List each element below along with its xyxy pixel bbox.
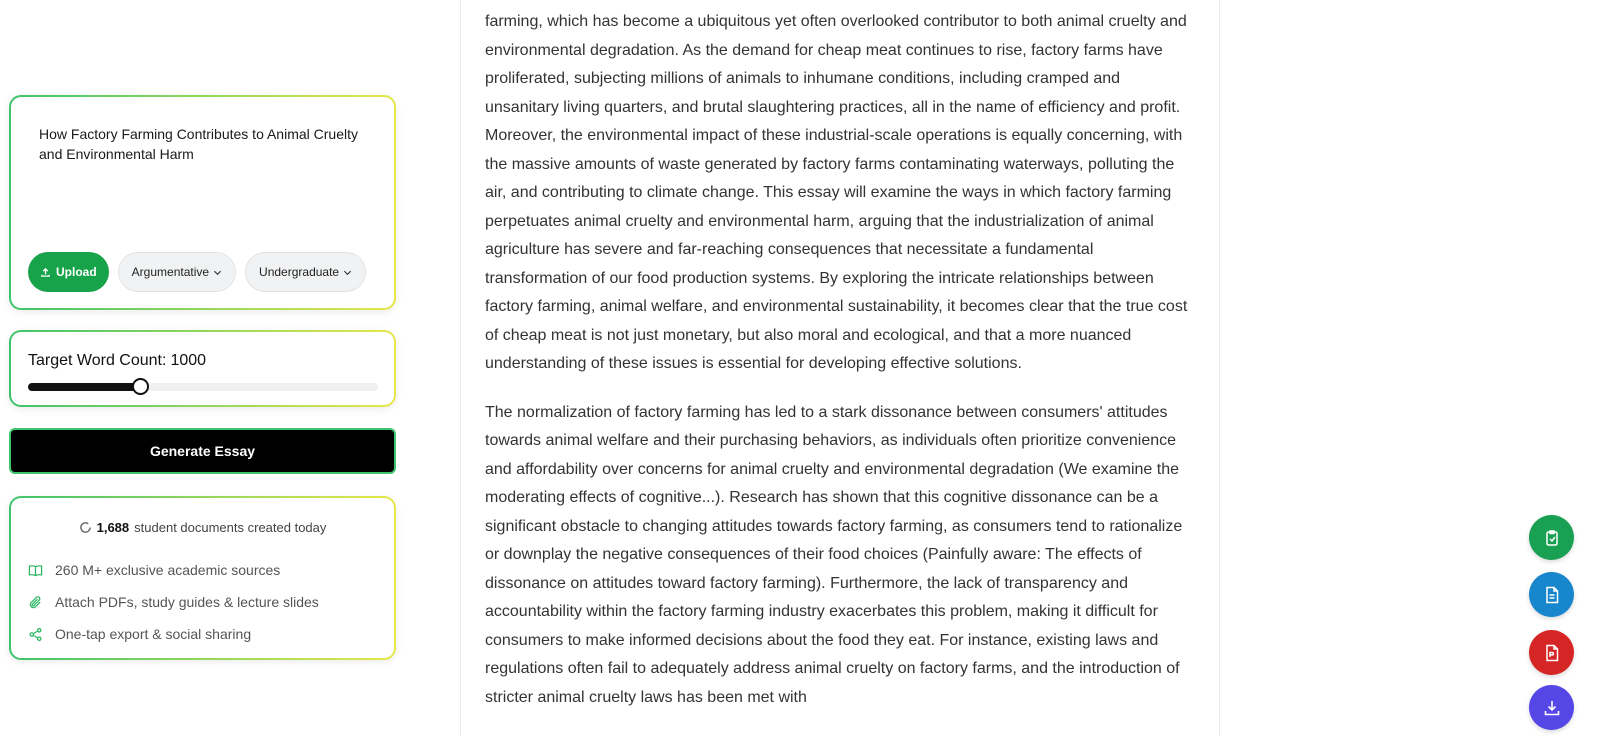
upload-button[interactable]: [28, 252, 109, 292]
options-row: [28, 252, 366, 292]
slider-fill: [28, 383, 140, 391]
share-icon: [28, 627, 43, 642]
feature-item: [28, 594, 319, 610]
feature-label: 260 M+ exclusive academic sources: [55, 562, 281, 578]
download-button[interactable]: [1529, 685, 1574, 730]
documents-count-value: 1,688: [96, 520, 130, 535]
slider-thumb[interactable]: [132, 378, 149, 395]
feature-item: [28, 562, 280, 578]
chevron-down-icon: [213, 268, 222, 277]
essay-panel: [460, 0, 1220, 736]
feature-label: One-tap export & social sharing: [55, 626, 252, 642]
essay-paragraph: The normalization of factory farming has led to a stark dissonance between consumers' attitudes towards animal welfare and their purchasing behaviors, as individuals often prioritize convenience and affordability over concerns for animal cruelty and environmental degradation (We examine the moderating effects of cognitive...). Research has shown that this cognitive dissonance can be a significant obstacle to changing attitudes towards factory farming, as consumers tend to rationalize or downplay the negative consequences of their food choices (Painfully aware: The effects of dissonance on attitudes toward factory farming). Furthermore, the lack of transparency and accountability within the factory farming industry exacerbates this problem, making it difficult for consumers to make informed decisions about the food they eat. For instance, existing laws and regulations often fail to adequately address animal cruelty on factory farms, and the introduction of stricter animal cruelty laws has been met with: [485, 403, 1183, 706]
essay-type-dropdown[interactable]: [118, 252, 236, 292]
upload-label: Upload: [56, 265, 97, 279]
spinner-icon: [79, 521, 92, 534]
copy-button[interactable]: [1529, 515, 1574, 560]
level-dropdown[interactable]: [245, 252, 366, 292]
upload-icon: [40, 267, 51, 278]
level-value: Undergraduate: [259, 265, 340, 279]
chevron-down-icon: [343, 268, 352, 277]
topic-card: [9, 95, 396, 310]
download-icon: [1542, 698, 1562, 718]
essay-type-value: Argumentative: [131, 265, 210, 279]
document-button[interactable]: [1529, 572, 1574, 617]
generate-essay-button[interactable]: Generate Essay: [9, 428, 396, 474]
topic-textarea[interactable]: How Factory Farming Contributes to Animal Cruelty and Environmental Harm: [39, 126, 358, 162]
copy-clipboard-icon: [1542, 528, 1562, 548]
word-count-slider[interactable]: [28, 383, 378, 391]
paperclip-icon: [28, 595, 43, 610]
word-count-card: [9, 330, 396, 407]
documents-count: [11, 520, 394, 535]
info-card: [9, 496, 396, 660]
essay-paragraph: farming, which has become a ubiquitous yet often overlooked contributor to both animal cruelty and environmental degradation. As the demand for cheap meat continues to rise, factory farms have proliferated, subjecting millions of animals to inhumane conditions, including cramped and unsanitary living quarters, and brutal slaughtering practices, all in the name of efficiency and profit. Moreover, the environmental impact of these industrial-scale operations is equally concerning, with the massive amounts of waste generated by factory farms contaminating waterways, polluting the air, and contributing to climate change. This essay will examine the ways in which factory farming perpetuates animal cruelty and environmental harm, arguing that the industrialization of animal agriculture has severe and far-reaching consequences that necessitate a fundamental transformation of our food production systems. By exploring the intricate relationships between factory farming, animal welfare, and environmental sustainability, it becomes clear that the true cost of cheap meat is not just monetary, but also moral and ecological, and that a more nuanced understanding of these issues is essential for developing effective solutions.: [485, 13, 1188, 372]
essay-body: [485, 8, 1195, 732]
documents-count-suffix: student documents created today: [134, 520, 327, 535]
pdf-export-icon: [1542, 643, 1562, 663]
word-count-label-text: Target Word Count:: [28, 352, 167, 369]
word-count-value: 1000: [170, 352, 207, 369]
document-icon: [1542, 585, 1562, 605]
feature-label: Attach PDFs, study guides & lecture slides: [55, 594, 319, 610]
book-icon: [28, 563, 43, 578]
word-count-label: [28, 352, 206, 370]
feature-item: [28, 626, 251, 642]
pdf-export-button[interactable]: [1529, 630, 1574, 675]
